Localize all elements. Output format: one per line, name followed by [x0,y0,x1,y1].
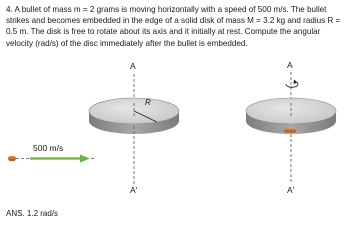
incoming-bullet [8,143,94,163]
right-disk [246,60,336,195]
speed-label: 500 m/s [33,143,64,153]
right-axis-bottom-label: A′ [287,185,295,195]
left-axis-top-label: A [130,61,136,71]
left-axis-bottom-label: A′ [130,185,138,195]
answer-text: ANS. 1.2 rad/s [6,209,59,218]
embedded-bullet [284,129,296,133]
problem-text: 4. A bullet of mass m = 2 grams is moving horizontally with a speed of 500 m/s. The bullet strikes and becomes embedded in the edge of a solid disk of mass M = 3.2 kg and radius R = 0.5 m. The disk is free to rotate about its axis and it initially at rest. Compute the angular velocity (rad/s) of the disc immediately after the bullet is embedded. [6,5,341,48]
bullet [8,156,16,161]
radius-label: R [145,98,151,107]
rotation-arrowhead-icon [294,80,298,85]
velocity-arrowhead [80,155,90,163]
right-axis-top-label: A [287,60,293,70]
left-disk [89,61,179,195]
